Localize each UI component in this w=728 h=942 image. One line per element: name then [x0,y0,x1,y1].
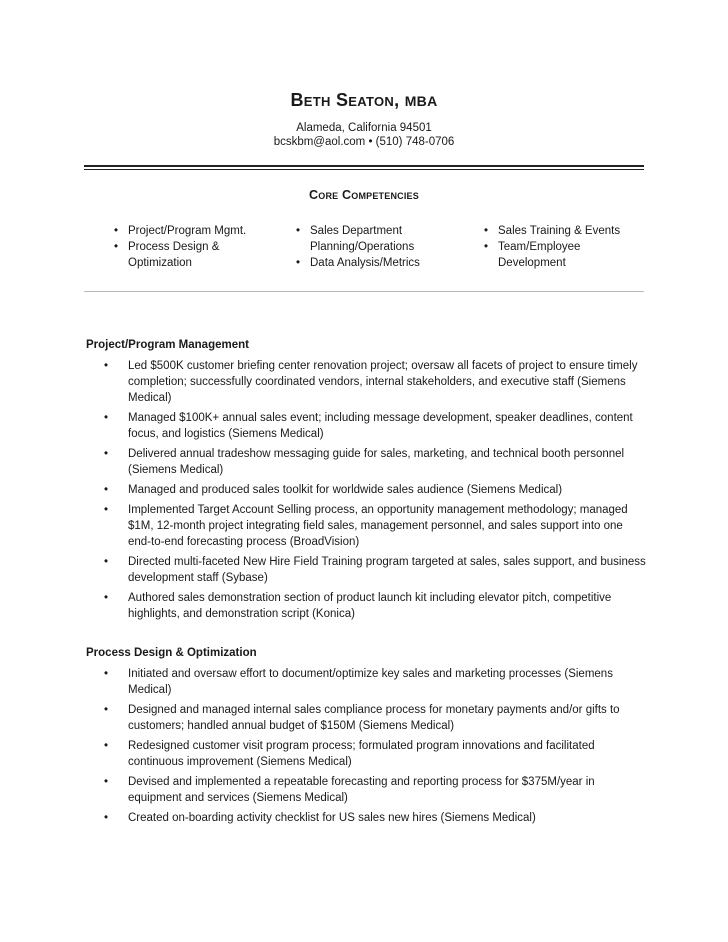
bullet-item: • Designed and managed internal sales compliance process for monetary payments and/or gifts to customers; handled annual budget of $150M (Siemens Medical) [100,702,648,734]
candidate-name [0,88,728,112]
competencies-column-1 [112,223,282,271]
address-line: Alameda, California 94501 [296,122,432,134]
bullet-item: • Led $500K customer briefing center renovation project; oversaw all facets of project to ensure timely completion; successfully coordinated vendors, internal stakeholders, and executive staff (Siemens Medical) [100,358,648,406]
header-divider-thick [84,165,644,167]
competency-item: • Project/Program Mgmt. [112,223,282,239]
resume-header [0,88,728,149]
competency-item: • Team/Employee Development [482,239,642,271]
bullet-item: • Devised and implemented a repeatable forecasting and reporting process for $375M/year in equipment and services (Siemens Medical) [100,774,648,806]
bullet-item: • Initiated and oversaw effort to document/optimize key sales and marketing processes (Siemens Medical) [100,666,648,698]
contact-block [0,121,728,149]
section-title-project-management: Project/Program Management [86,339,249,351]
process-design-bullets [100,666,648,830]
competencies-divider [84,291,644,292]
bullet-item: • Authored sales demonstration section of product launch kit including elevator pitch, competitive highlights, and demonstration script (Konica) [100,590,648,622]
bullet-item: • Implemented Target Account Selling process, an opportunity management methodology; managed $1M, 12-month project integrating field sales, management personnel, and sales support into one end-to-end forecasting process (BroadVision) [100,502,648,550]
core-competencies-title: Core Competencies [309,188,419,202]
competency-item: • Process Design & Optimization [112,239,282,271]
bullet-item: • Created on-boarding activity checklist for US sales new hires (Siemens Medical) [100,810,648,826]
competency-item: • Sales Department Planning/Operations [294,223,464,255]
bullet-item: • Managed and produced sales toolkit for worldwide sales audience (Siemens Medical) [100,482,648,498]
competencies-column-3 [482,223,642,271]
bullet-item: • Managed $100K+ annual sales event; including message development, speaker deadlines, content focus, and logistics (Siemens Medical) [100,410,648,442]
header-divider-thin [84,169,644,170]
section-title-process-design: Process Design & Optimization [86,647,257,659]
competencies-column-2 [294,223,464,271]
candidate-name-text: Beth Seaton, [290,90,400,110]
bullet-item: • Delivered annual tradeshow messaging guide for sales, marketing, and technical booth personnel (Siemens Medical) [100,446,648,478]
bullet-item: • Directed multi-faceted New Hire Field Training program targeted at sales, sales support, and business development staff (Sybase) [100,554,648,586]
project-management-bullets [100,358,648,626]
candidate-credential: MBA [404,93,438,109]
bullet-item: • Redesigned customer visit program process; formulated program innovations and facilitated continuous improvement (Siemens Medical) [100,738,648,770]
competency-item: • Data Analysis/Metrics [294,255,464,271]
competency-item: • Sales Training & Events [482,223,642,239]
email-phone-line: bcskbm@aol.com • (510) 748-0706 [273,136,455,148]
